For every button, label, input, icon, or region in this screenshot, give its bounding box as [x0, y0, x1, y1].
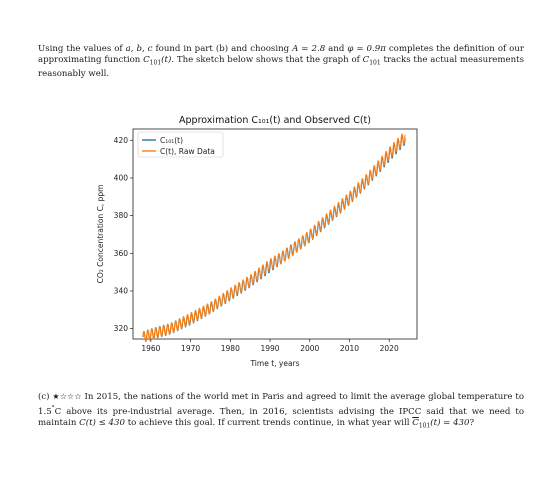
x-tick-label: 2020 — [379, 344, 399, 353]
legend-label-approx: C₁₀₁(t) — [160, 136, 184, 145]
y-tick-label: 380 — [113, 211, 128, 221]
series-line-raw — [143, 134, 405, 341]
y-axis-label: CO₂ Concentration C, ppm — [96, 184, 105, 284]
y-axis — [114, 136, 133, 333]
y-tick-label: 320 — [113, 324, 128, 334]
legend-label-raw: C(t), Raw Data — [160, 147, 215, 156]
x-axis — [141, 339, 399, 353]
y-tick-label: 340 — [113, 286, 128, 296]
legend — [138, 132, 223, 157]
chart-title: Approximation C₁₀₁(t) and Observed C(t) — [179, 115, 371, 126]
plot-frame — [133, 129, 417, 339]
y-tick-label: 400 — [113, 173, 128, 183]
x-tick-label: 1990 — [260, 344, 280, 353]
y-tick-label: 360 — [113, 248, 128, 258]
x-tick-label: 2000 — [300, 344, 320, 353]
difficulty-stars: ★☆☆☆ — [52, 392, 82, 401]
y-tick-label: 420 — [113, 135, 128, 145]
part-c-paragraph: (c) ★☆☆☆ In 2015, the nations of the world met in Paris and agreed to limit the average global temperature to 1.5°C above its pre-industrial average. Then, in 2016, scientists advising the IPCC said that we need to maintain C(t) ≤ 430 to achieve this goal. If current trends continue, in what year will $\overline{C}_{101}(t) = 430$? — [38, 392, 524, 430]
x-tick-label: 2010 — [339, 344, 360, 353]
x-tick-label: 1970 — [181, 344, 201, 353]
plot-lines — [143, 134, 405, 341]
series-line-approx — [143, 136, 405, 342]
x-tick-label: 1980 — [220, 344, 240, 353]
x-tick-label: 1960 — [141, 344, 161, 353]
x-axis-label: Time t, years — [250, 359, 300, 368]
intro-paragraph: Using the values of a, b, c found in part (b) and choosing A = 2.8 and φ = 0.9π completes the definition of our approximating function $C_{101}(t)$. The sketch below shows that the graph of $C_{101}$ tracks the actual measurements reasonably well. — [38, 44, 525, 79]
